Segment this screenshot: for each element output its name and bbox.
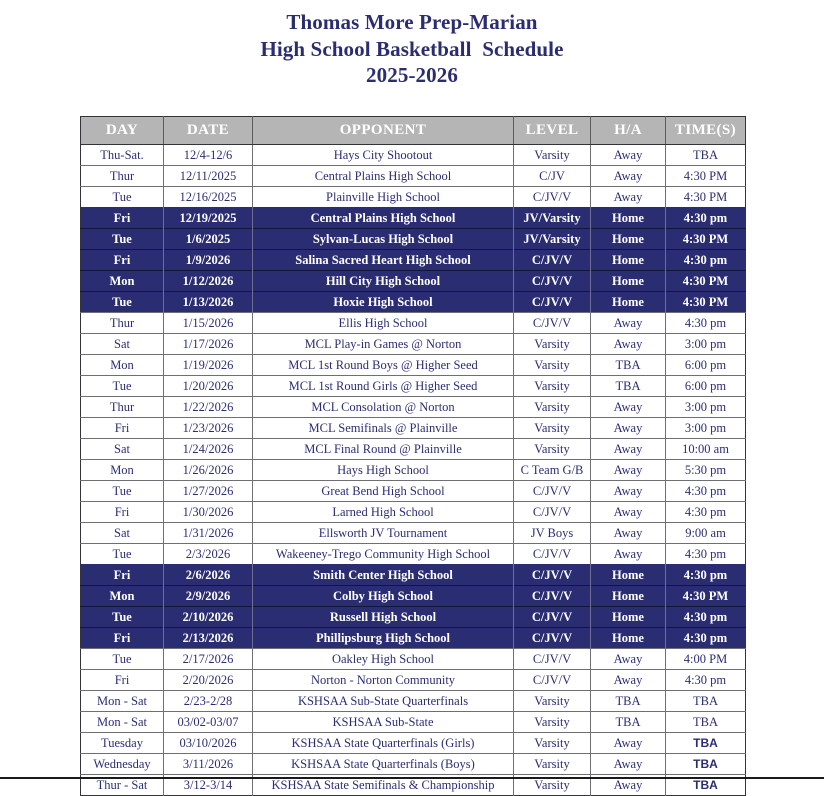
cell-level: Varsity — [514, 334, 591, 355]
cell-date: 1/23/2026 — [164, 418, 253, 439]
table-row — [81, 355, 746, 376]
cell-level: C/JV/V — [514, 187, 591, 208]
cell-date: 1/6/2025 — [164, 229, 253, 250]
cell-time: 4:30 pm — [666, 628, 746, 649]
cell-time: 4:30 PM — [666, 271, 746, 292]
cell-opponent: Larned High School — [253, 502, 514, 523]
cell-time: 10:00 am — [666, 439, 746, 460]
cell-level: C/JV — [514, 166, 591, 187]
cell-day: Mon — [81, 355, 164, 376]
cell-date: 1/20/2026 — [164, 376, 253, 397]
cell-date: 12/11/2025 — [164, 166, 253, 187]
cell-time: 9:00 am — [666, 523, 746, 544]
schedule-table — [80, 116, 746, 796]
title-line-2: High School Basketball Schedule — [260, 36, 564, 61]
cell-ha: Away — [591, 439, 666, 460]
cell-date: 12/16/2025 — [164, 187, 253, 208]
column-header-opponent: OPPONENT — [253, 117, 514, 145]
table-row — [81, 502, 746, 523]
cell-day: Fri — [81, 565, 164, 586]
table-row — [81, 166, 746, 187]
cell-day: Sat — [81, 523, 164, 544]
cell-time: 4:30 pm — [666, 250, 746, 271]
table-row — [81, 670, 746, 691]
table-row — [81, 649, 746, 670]
cell-ha: Home — [591, 586, 666, 607]
table-row — [81, 523, 746, 544]
cell-day: Fri — [81, 628, 164, 649]
cell-day: Fri — [81, 208, 164, 229]
cell-opponent: KSHSAA State Semifinals & Championship — [253, 775, 514, 796]
table-body — [81, 145, 746, 796]
table-row — [81, 271, 746, 292]
cell-ha: Away — [591, 187, 666, 208]
cell-date: 1/15/2026 — [164, 313, 253, 334]
cell-opponent: KSHSAA Sub-State — [253, 712, 514, 733]
cell-level: C/JV/V — [514, 670, 591, 691]
table-row — [81, 544, 746, 565]
cell-level: JV/Varsity — [514, 229, 591, 250]
cell-time: TBA — [666, 145, 746, 166]
cell-ha: Away — [591, 649, 666, 670]
cell-opponent: MCL Semifinals @ Plainville — [253, 418, 514, 439]
title-line-3: 2025-2026 — [366, 63, 458, 87]
column-header-date: DATE — [164, 117, 253, 145]
table-row — [81, 481, 746, 502]
cell-opponent: Hoxie High School — [253, 292, 514, 313]
cell-date: 2/3/2026 — [164, 544, 253, 565]
cell-level: Varsity — [514, 712, 591, 733]
cell-opponent: MCL Final Round @ Plainville — [253, 439, 514, 460]
cell-date: 3/11/2026 — [164, 754, 253, 775]
cell-time: 4:30 PM — [666, 229, 746, 250]
table-row — [81, 208, 746, 229]
cell-opponent: Hill City High School — [253, 271, 514, 292]
cell-level: C/JV/V — [514, 271, 591, 292]
cell-day: Mon — [81, 586, 164, 607]
cell-day: Sat — [81, 334, 164, 355]
cell-day: Thur — [81, 397, 164, 418]
cell-day: Fri — [81, 502, 164, 523]
cell-level: C/JV/V — [514, 628, 591, 649]
cell-level: Varsity — [514, 355, 591, 376]
cell-level: C/JV/V — [514, 649, 591, 670]
cell-ha: Away — [591, 775, 666, 796]
cell-ha: Home — [591, 565, 666, 586]
cell-opponent: Russell High School — [253, 607, 514, 628]
cell-day: Wednesday — [81, 754, 164, 775]
cell-day: Fri — [81, 418, 164, 439]
cell-date: 1/30/2026 — [164, 502, 253, 523]
table-row — [81, 313, 746, 334]
cell-level: C/JV/V — [514, 481, 591, 502]
page-title — [0, 0, 824, 89]
table-row — [81, 397, 746, 418]
table-row — [81, 229, 746, 250]
cell-date: 12/19/2025 — [164, 208, 253, 229]
cell-day: Thu-Sat. — [81, 145, 164, 166]
cell-day: Tue — [81, 229, 164, 250]
cell-level: C/JV/V — [514, 502, 591, 523]
cell-opponent: Oakley High School — [253, 649, 514, 670]
table-row — [81, 607, 746, 628]
cell-time: 4:30 pm — [666, 502, 746, 523]
cell-opponent: Salina Sacred Heart High School — [253, 250, 514, 271]
cell-ha: Away — [591, 418, 666, 439]
cell-date: 2/20/2026 — [164, 670, 253, 691]
cell-ha: Home — [591, 292, 666, 313]
cell-ha: Home — [591, 250, 666, 271]
cell-date: 2/6/2026 — [164, 565, 253, 586]
cell-opponent: MCL 1st Round Girls @ Higher Seed — [253, 376, 514, 397]
cell-day: Thur — [81, 313, 164, 334]
cell-date: 1/22/2026 — [164, 397, 253, 418]
cell-time: TBA — [666, 775, 746, 796]
cell-day: Tuesday — [81, 733, 164, 754]
table-row — [81, 691, 746, 712]
cell-date: 1/12/2026 — [164, 271, 253, 292]
cell-date: 1/19/2026 — [164, 355, 253, 376]
cell-level: Varsity — [514, 439, 591, 460]
cell-day: Tue — [81, 544, 164, 565]
cell-opponent: Norton - Norton Community — [253, 670, 514, 691]
cell-date: 1/31/2026 — [164, 523, 253, 544]
cell-level: Varsity — [514, 754, 591, 775]
cell-level: C/JV/V — [514, 565, 591, 586]
cell-date: 2/23-2/28 — [164, 691, 253, 712]
cell-time: 4:30 PM — [666, 292, 746, 313]
cell-ha: Away — [591, 397, 666, 418]
table-header — [81, 117, 746, 145]
cell-time: 4:30 pm — [666, 565, 746, 586]
cell-time: 4:30 pm — [666, 670, 746, 691]
cell-level: C/JV/V — [514, 313, 591, 334]
cell-level: Varsity — [514, 145, 591, 166]
cell-level: Varsity — [514, 691, 591, 712]
cell-date: 03/02-03/07 — [164, 712, 253, 733]
cell-time: 4:30 pm — [666, 544, 746, 565]
cell-day: Tue — [81, 187, 164, 208]
cell-day: Mon - Sat — [81, 712, 164, 733]
cell-time: 6:00 pm — [666, 355, 746, 376]
cell-date: 3/12-3/14 — [164, 775, 253, 796]
cell-day: Mon — [81, 460, 164, 481]
cell-date: 1/24/2026 — [164, 439, 253, 460]
cell-opponent: Colby High School — [253, 586, 514, 607]
cell-time: 4:30 pm — [666, 313, 746, 334]
cell-time: 4:00 PM — [666, 649, 746, 670]
table-row — [81, 292, 746, 313]
cell-ha: Away — [591, 166, 666, 187]
cell-opponent: MCL Consolation @ Norton — [253, 397, 514, 418]
cell-level: Varsity — [514, 733, 591, 754]
cell-opponent: MCL Play-in Games @ Norton — [253, 334, 514, 355]
table-row — [81, 439, 746, 460]
cell-time: 3:00 pm — [666, 334, 746, 355]
cell-ha: Away — [591, 544, 666, 565]
cell-day: Thur - Sat — [81, 775, 164, 796]
cell-date: 03/10/2026 — [164, 733, 253, 754]
cell-day: Fri — [81, 670, 164, 691]
cell-date: 1/17/2026 — [164, 334, 253, 355]
table-row — [81, 712, 746, 733]
cell-time: 3:00 pm — [666, 418, 746, 439]
cell-level: C Team G/B — [514, 460, 591, 481]
cell-level: C/JV/V — [514, 607, 591, 628]
cell-time: TBA — [666, 691, 746, 712]
cell-day: Tue — [81, 376, 164, 397]
cell-time: TBA — [666, 712, 746, 733]
cell-ha: Home — [591, 208, 666, 229]
cell-day: Tue — [81, 649, 164, 670]
column-header-times: TIME(S) — [666, 117, 746, 145]
cell-ha: Away — [591, 313, 666, 334]
table-row — [81, 418, 746, 439]
cell-day: Fri — [81, 250, 164, 271]
table-row — [81, 565, 746, 586]
cell-ha: TBA — [591, 355, 666, 376]
table-row — [81, 334, 746, 355]
cell-time: 4:30 pm — [666, 208, 746, 229]
footer-divider — [0, 777, 824, 779]
cell-day: Thur — [81, 166, 164, 187]
cell-level: Varsity — [514, 376, 591, 397]
cell-opponent: Central Plains High School — [253, 166, 514, 187]
cell-date: 1/13/2026 — [164, 292, 253, 313]
cell-opponent: Ellsworth JV Tournament — [253, 523, 514, 544]
cell-opponent: Sylvan-Lucas High School — [253, 229, 514, 250]
cell-opponent: KSHSAA Sub-State Quarterfinals — [253, 691, 514, 712]
cell-time: 4:30 PM — [666, 586, 746, 607]
cell-ha: Away — [591, 145, 666, 166]
cell-day: Tue — [81, 481, 164, 502]
cell-ha: Away — [591, 460, 666, 481]
title-line-1: Thomas More Prep-Marian — [286, 10, 538, 34]
cell-ha: Home — [591, 607, 666, 628]
cell-level: C/JV/V — [514, 292, 591, 313]
cell-day: Tue — [81, 607, 164, 628]
cell-time: 4:30 PM — [666, 187, 746, 208]
cell-time: 4:30 pm — [666, 607, 746, 628]
cell-opponent: KSHSAA State Quarterfinals (Boys) — [253, 754, 514, 775]
cell-ha: Home — [591, 229, 666, 250]
column-header-level: LEVEL — [514, 117, 591, 145]
table-row — [81, 586, 746, 607]
table-row — [81, 460, 746, 481]
schedule-table-container — [80, 116, 745, 796]
cell-date: 2/17/2026 — [164, 649, 253, 670]
cell-level: C/JV/V — [514, 586, 591, 607]
cell-time: 4:30 PM — [666, 166, 746, 187]
cell-level: Varsity — [514, 775, 591, 796]
cell-ha: TBA — [591, 712, 666, 733]
cell-date: 1/27/2026 — [164, 481, 253, 502]
cell-date: 1/26/2026 — [164, 460, 253, 481]
cell-time: 6:00 pm — [666, 376, 746, 397]
cell-date: 2/10/2026 — [164, 607, 253, 628]
cell-ha: Away — [591, 502, 666, 523]
table-row — [81, 187, 746, 208]
cell-ha: TBA — [591, 376, 666, 397]
cell-time: 4:30 pm — [666, 481, 746, 502]
cell-opponent: Wakeeney-Trego Community High School — [253, 544, 514, 565]
cell-day: Sat — [81, 439, 164, 460]
cell-opponent: Great Bend High School — [253, 481, 514, 502]
cell-date: 2/13/2026 — [164, 628, 253, 649]
column-header-ha: H/A — [591, 117, 666, 145]
cell-level: Varsity — [514, 418, 591, 439]
header-row — [81, 117, 746, 145]
cell-date: 2/9/2026 — [164, 586, 253, 607]
cell-ha: Away — [591, 670, 666, 691]
cell-level: C/JV/V — [514, 250, 591, 271]
cell-level: C/JV/V — [514, 544, 591, 565]
cell-opponent: MCL 1st Round Boys @ Higher Seed — [253, 355, 514, 376]
table-row — [81, 376, 746, 397]
cell-time: TBA — [666, 733, 746, 754]
cell-opponent: Hays High School — [253, 460, 514, 481]
cell-ha: Away — [591, 754, 666, 775]
cell-ha: Away — [591, 481, 666, 502]
cell-opponent: Smith Center High School — [253, 565, 514, 586]
cell-ha: TBA — [591, 691, 666, 712]
cell-opponent: Plainville High School — [253, 187, 514, 208]
cell-opponent: Ellis High School — [253, 313, 514, 334]
cell-level: JV/Varsity — [514, 208, 591, 229]
table-row — [81, 250, 746, 271]
cell-opponent: Central Plains High School — [253, 208, 514, 229]
cell-opponent: Phillipsburg High School — [253, 628, 514, 649]
cell-level: Varsity — [514, 397, 591, 418]
cell-day: Mon - Sat — [81, 691, 164, 712]
cell-date: 1/9/2026 — [164, 250, 253, 271]
cell-ha: Home — [591, 271, 666, 292]
cell-time: TBA — [666, 754, 746, 775]
cell-opponent: KSHSAA State Quarterfinals (Girls) — [253, 733, 514, 754]
column-header-day: DAY — [81, 117, 164, 145]
cell-ha: Away — [591, 523, 666, 544]
cell-ha: Home — [591, 628, 666, 649]
cell-level: JV Boys — [514, 523, 591, 544]
table-row — [81, 733, 746, 754]
table-row — [81, 754, 746, 775]
cell-ha: Away — [591, 334, 666, 355]
cell-opponent: Hays City Shootout — [253, 145, 514, 166]
table-row — [81, 628, 746, 649]
cell-day: Mon — [81, 271, 164, 292]
cell-day: Tue — [81, 292, 164, 313]
cell-ha: Away — [591, 733, 666, 754]
cell-time: 5:30 pm — [666, 460, 746, 481]
table-row — [81, 145, 746, 166]
cell-date: 12/4-12/6 — [164, 145, 253, 166]
cell-time: 3:00 pm — [666, 397, 746, 418]
